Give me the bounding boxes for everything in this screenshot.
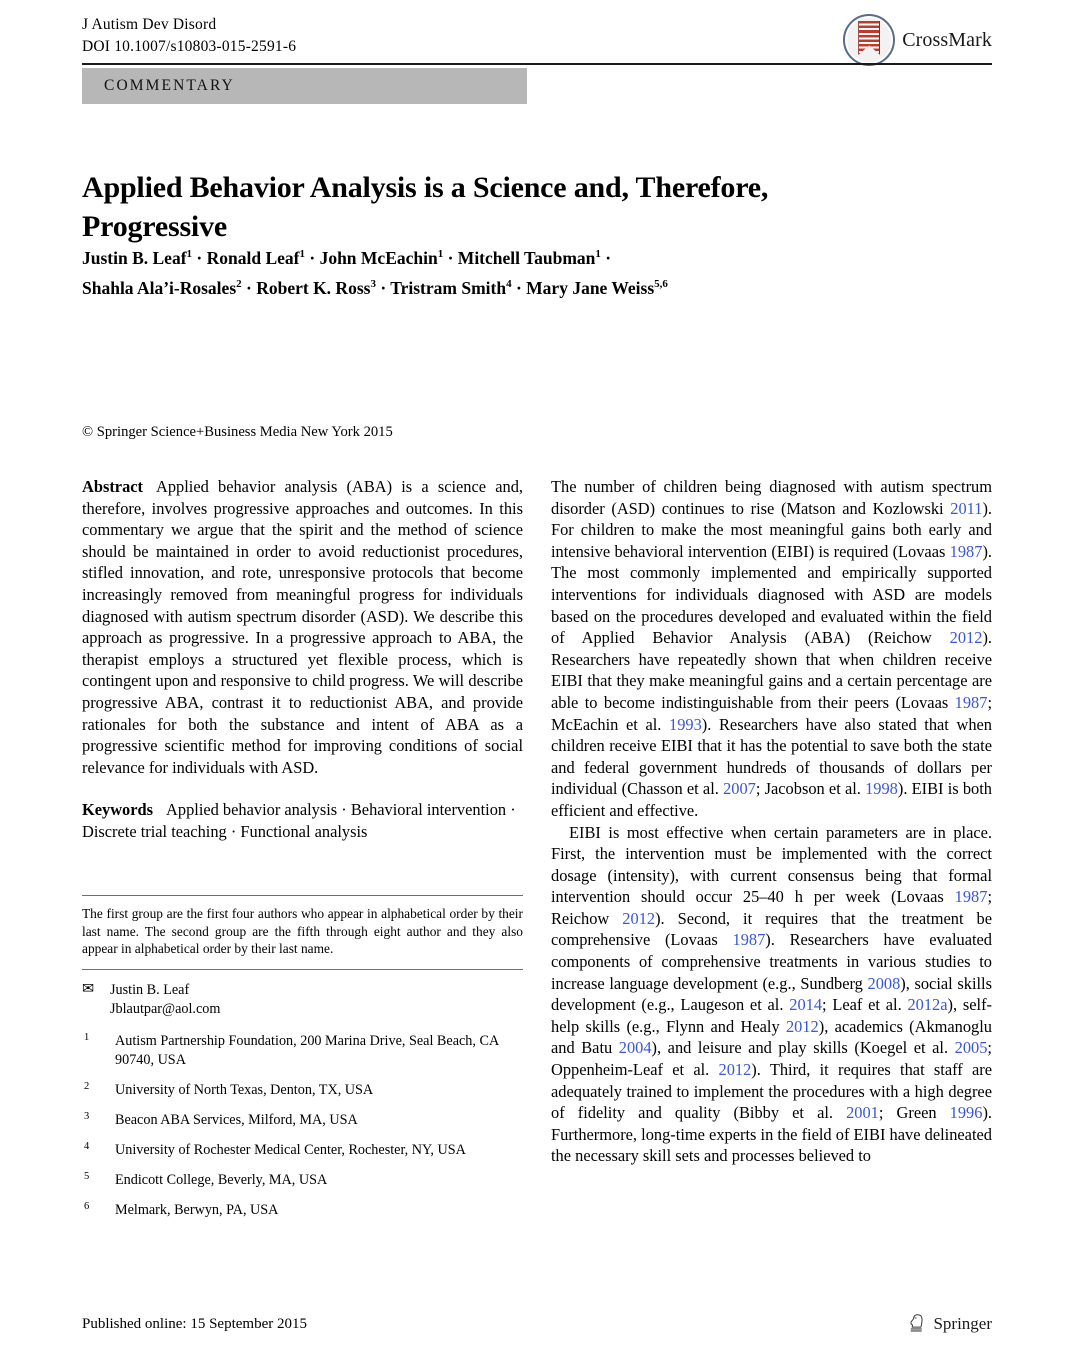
citation-link[interactable]: 2014 bbox=[789, 995, 823, 1015]
body-paragraph-1: The number of children being diagnosed with autism spectrum disorder (ASD) continues to rise (Matson and Kozlowski 2011). For children to make the most meaningful gains both early and intensive behavioral intervention (EIBI) is required (Lovaas 1987). The most commonly implemented and empirically supported interventions for individuals diagnosed with ASD are models based on the procedures developed and evaluated within the field of Applied Behavior Analysis (ABA) (Reichow 2012). Researchers have repeatedly shown that when children receive EIBI that they make meaningful gains and a certain percentage are able to become indistinguishable from their peers (Lovaas 1987; McEachin et al. 1993). Researchers have also stated that when children receive EIBI that it has the potential to save both the state and federal government hundreds of thousands of dollars per individual (Chasson et al. 2007; Jacobson et al. 1998). EIBI is both efficient and effective. bbox=[551, 477, 992, 820]
citation-link[interactable]: 2012a bbox=[907, 995, 948, 1015]
crossmark-logo-icon[interactable] bbox=[843, 14, 895, 66]
page-header bbox=[82, 14, 992, 58]
keywords-label: Keywords bbox=[82, 800, 154, 820]
copyright-line: © Springer Science+Business Media New York 2015 bbox=[82, 424, 393, 440]
citation-link[interactable]: 1996 bbox=[949, 1103, 983, 1123]
citation-link[interactable]: 2001 bbox=[846, 1103, 879, 1123]
keywords-block bbox=[82, 799, 523, 842]
article-type-label: COMMENTARY bbox=[104, 77, 235, 94]
doi-line: DOI 10.1007/s10803-015-2591-6 bbox=[82, 38, 297, 55]
corresponding-author-name: Justin B. Leaf bbox=[110, 982, 190, 999]
keyword-separator: · bbox=[341, 800, 347, 820]
footnote-divider-1 bbox=[82, 895, 523, 897]
affiliation-item bbox=[82, 1201, 523, 1220]
affiliation-number: 1 bbox=[84, 1032, 90, 1044]
springer-knight-icon bbox=[908, 1313, 927, 1335]
keyword-item: Behavioral intervention bbox=[350, 800, 507, 820]
citation-link[interactable]: 1998 bbox=[865, 779, 898, 799]
keyword-item: Discrete trial teaching bbox=[82, 821, 227, 841]
springer-wordmark: Springer bbox=[933, 1314, 992, 1333]
citation-link[interactable]: 2012 bbox=[622, 908, 656, 928]
affiliation-text: Melmark, Berwyn, PA, USA bbox=[115, 1202, 279, 1219]
keyword-separator: · bbox=[230, 821, 237, 841]
affiliation-item bbox=[82, 1032, 523, 1070]
springer-logo bbox=[908, 1313, 992, 1335]
citation-link[interactable]: 1987 bbox=[949, 541, 983, 561]
citation-link[interactable]: 2012 bbox=[949, 628, 983, 648]
affiliation-list bbox=[82, 1032, 523, 1220]
abstract-text: Applied behavior analysis (ABA) is a science and, therefore, involves progressive approaches and outcomes. In this commentary we argue that the spirit and the method of science should be maintained in order to avoid reductionist procedures, stifled innovation, and rote, unresponsive protocols that become increasingly removed from meaningful progress for individuals diagnosed with autism spectrum disorder (ASD). We describe this approach as progressive. In a progressive approach to ABA, the therapist employs a structured yet flexible process, which is contingent upon and responsive to child progress. We will describe progressive ABA, contrast it to reductionist ABA, and provide rationales for both the substance and intent of ABA as a progressive scientific method for improving conditions of social relevance for individuals with ASD. bbox=[82, 477, 523, 777]
abstract-block bbox=[82, 476, 523, 778]
abstract-label: Abstract bbox=[82, 477, 143, 496]
page-title: Applied Behavior Analysis is a Science and, Therefore, Progressive bbox=[82, 171, 769, 244]
body-paragraph-2: EIBI is most effective when certain parameters are in place. First, the intervention must be implemented with the correct dosage (intensity), with current consensus being that formal intervention should occur 25–40 h per week (Lovaas 1987; Reichow 2012). Second, it requires that the treatment be comprehensive (Lovaas 1987). Researchers have evaluated components of comprehensive treatments in various studies to increase language development (e.g., Sundberg 2008), social skills development (e.g., Laugeson et al. 2014; Leaf et al. 2012a), self-help skills (e.g., Flynn and Healy 2012), academics (Akmanoglu and Batu 2004), and leisure and play skills (Koegel et al. 2005; Oppenheim-Leaf et al. 2012). Third, it requires that staff are adequately trained to implement the procedures with a high degree of fidelity and quality (Bibby et al. 2001; Green 1996). Furthermore, long-time experts in the field of EIBI have delineated the necessary skill sets and processes believed to bbox=[551, 822, 993, 1166]
citation-link[interactable]: 2012 bbox=[785, 1016, 819, 1036]
crossmark-label: CrossMark bbox=[902, 28, 992, 51]
citation-link[interactable]: 2004 bbox=[618, 1038, 652, 1058]
affiliation-text: Beacon ABA Services, Milford, MA, USA bbox=[115, 1112, 358, 1129]
affiliation-number: 4 bbox=[84, 1141, 90, 1153]
citation-link[interactable]: 1987 bbox=[732, 930, 766, 950]
author-list bbox=[82, 241, 872, 301]
citation-link[interactable]: 2007 bbox=[723, 779, 756, 799]
affiliation-text: Endicott College, Beverly, MA, USA bbox=[115, 1172, 328, 1189]
footnote-divider-2 bbox=[82, 969, 523, 971]
corresponding-author-email[interactable]: Jblautpar@aol.com bbox=[110, 1001, 221, 1018]
citation-link[interactable]: 1993 bbox=[669, 714, 702, 734]
keyword-item: Applied behavior analysis bbox=[166, 800, 338, 820]
affiliation-number: 6 bbox=[84, 1201, 90, 1213]
published-online-date: Published online: 15 September 2015 bbox=[82, 1316, 307, 1332]
author-order-note: The first group are the first four authors who appear in alphabetical order by their last name. The second group are the fifth through eight author and they also appear in alphabetical order by their last name. bbox=[82, 906, 523, 957]
corresponding-author bbox=[82, 981, 523, 1019]
citation-link[interactable]: 2008 bbox=[867, 973, 901, 993]
right-column bbox=[551, 476, 992, 1167]
citation-link[interactable]: 1987 bbox=[954, 692, 988, 712]
citation-link[interactable]: 2011 bbox=[950, 498, 983, 518]
journal-name: J Autism Dev Disord bbox=[82, 16, 217, 33]
citation-link[interactable]: 2012 bbox=[718, 1060, 752, 1080]
affiliation-text: University of Rochester Medical Center, Rochester, NY, USA bbox=[115, 1142, 466, 1159]
affiliation-text: University of North Texas, Denton, TX, USA bbox=[115, 1082, 374, 1099]
affiliation-item bbox=[82, 1171, 523, 1190]
affiliation-number: 2 bbox=[84, 1081, 90, 1093]
crossmark-badge-group[interactable] bbox=[843, 14, 992, 66]
keyword-item: Functional analysis bbox=[240, 821, 368, 841]
left-column bbox=[82, 476, 523, 1231]
author-line-1: Justin B. Leaf$^1$ · Ronald Leaf$^1$ · John McEachin$^1$ · Mitchell Taubman$^1$ · bbox=[82, 247, 612, 268]
author-line-2: Shahla Ala’i-Rosales$^2$ · Robert K. Ross$^3$ · Tristram Smith$^4$ · Mary Jane Weiss$^{5,6}$ bbox=[82, 277, 668, 298]
citation-link[interactable]: 1987 bbox=[954, 887, 988, 907]
affiliation-item bbox=[82, 1111, 523, 1130]
citation-link[interactable]: 2005 bbox=[954, 1038, 988, 1058]
affiliation-number: 5 bbox=[84, 1171, 90, 1183]
affiliation-text: Autism Partnership Foundation, 200 Marina Drive, Seal Beach, CA 90740, USA bbox=[115, 1033, 499, 1069]
header-rule bbox=[82, 63, 992, 65]
article-type-band bbox=[82, 68, 527, 104]
affiliation-item bbox=[82, 1141, 523, 1160]
affiliation-item bbox=[82, 1081, 523, 1100]
affiliation-number: 3 bbox=[84, 1111, 90, 1123]
envelope-icon: ✉ bbox=[82, 981, 95, 998]
crossmark-ribbon-icon bbox=[858, 21, 880, 55]
keyword-separator: · bbox=[510, 800, 516, 820]
